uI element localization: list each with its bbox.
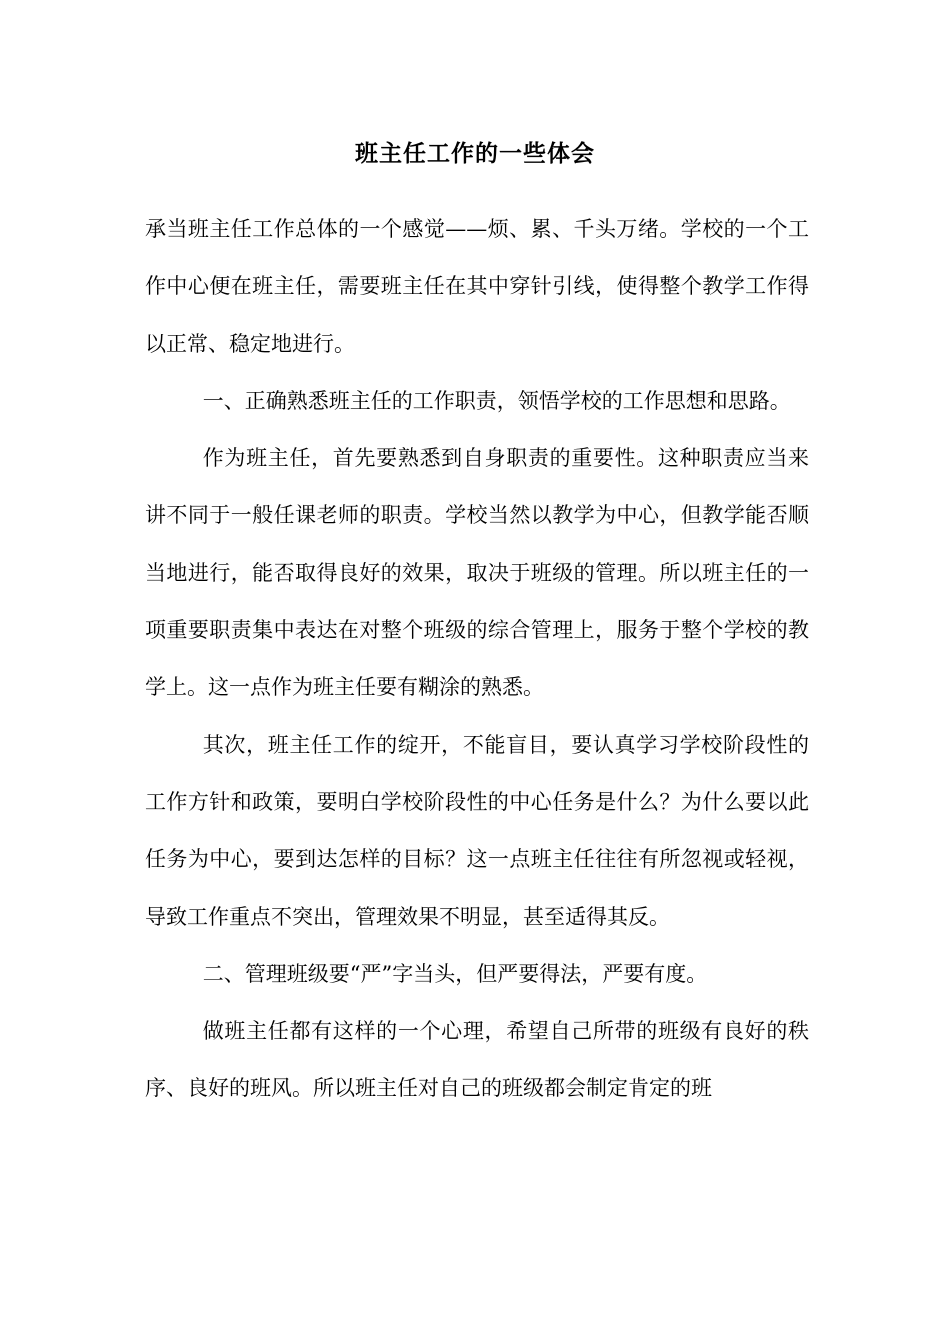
paragraph-heading-2: 二、管理班级要“严”字当头，但严要得法，严要有度。	[202, 961, 708, 986]
paragraph: 承当班主任工作总体的一个感觉——烦、累、千头万绪。学校的一个工作中心便在班主任，需要班主任在其中穿针引线，使得整个教学工作得以正常、稳定地进行。	[145, 217, 809, 356]
document-body	[145, 201, 809, 1118]
paragraph: 其次，班主任工作的绽开，不能盲目，要认真学习学校阶段性的工作方针和政策，要明白学校阶段性的中心任务是什么？为什么要以此任务为中心，要到达怎样的目标？这一点班主任往往有所忽视或轻视，导致工作重点不突出，管理效果不明显，甚至适得其反。	[145, 732, 809, 929]
paragraph-heading-1: 一、正确熟悉班主任的工作职责，领悟学校的工作思想和思路。	[202, 388, 791, 413]
paragraph: 做班主任都有这样的一个心理，希望自己所带的班级有良好的秩序、良好的班风。所以班主任对自己的班级都会制定肯定的班	[145, 1019, 809, 1101]
document-title: 班主任工作的一些体会	[355, 140, 595, 167]
paragraph: 作为班主任，首先要熟悉到自身职责的重要性。这种职责应当来讲不同于一般任课老师的职责。学校当然以教学为中心，但教学能否顺当地进行，能否取得良好的效果，取决于班级的管理。所以班主任的一项重要职责集中表达在对整个班级的综合管理上，服务于整个学校的教学上。这一点作为班主任要有糊涂的熟悉。	[145, 446, 809, 700]
